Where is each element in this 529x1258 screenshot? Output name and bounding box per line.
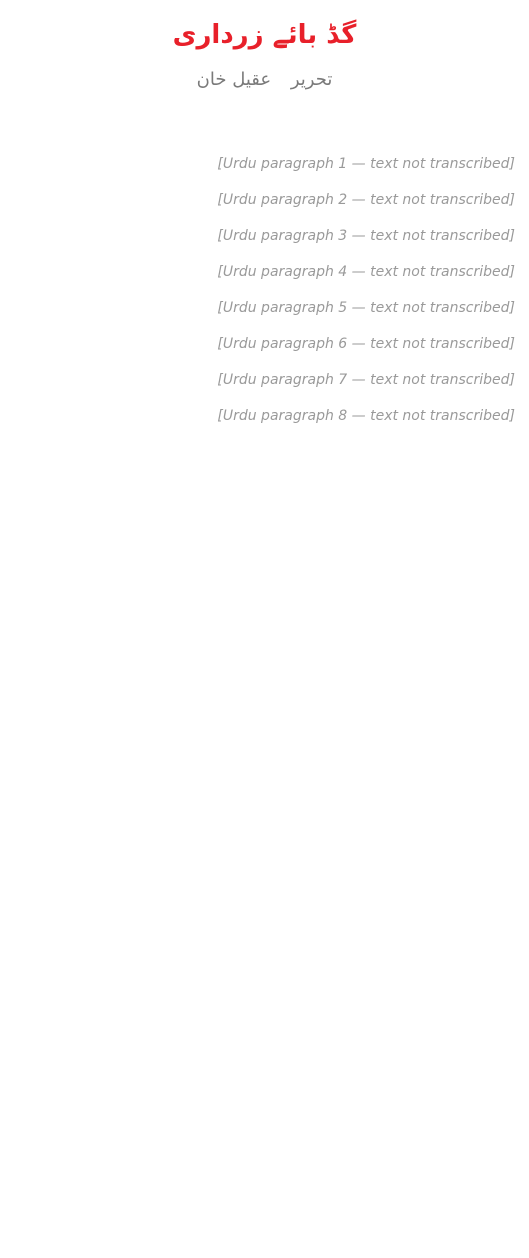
article-paragraph: [Urdu paragraph 8 — text not transcribed] bbox=[217, 408, 515, 424]
article-paragraph: [Urdu paragraph 1 — text not transcribed] bbox=[217, 156, 515, 172]
article-paragraph: [Urdu paragraph 3 — text not transcribed] bbox=[217, 228, 515, 244]
article-title: گڈ بائے زرداری bbox=[172, 20, 357, 50]
article-body bbox=[14, 150, 515, 430]
article-paragraph: [Urdu paragraph 7 — text not transcribed] bbox=[217, 372, 515, 388]
article-paragraph: [Urdu paragraph 5 — text not transcribed] bbox=[217, 300, 515, 316]
article-paragraph: [Urdu paragraph 4 — text not transcribed] bbox=[217, 264, 515, 280]
article-paragraph: [Urdu paragraph 2 — text not transcribed] bbox=[217, 192, 515, 208]
article-paragraph: [Urdu paragraph 6 — text not transcribed] bbox=[217, 336, 515, 352]
byline bbox=[14, 64, 515, 96]
byline-label: تحریر bbox=[290, 69, 333, 90]
author-name: عقیل خان bbox=[196, 69, 272, 90]
